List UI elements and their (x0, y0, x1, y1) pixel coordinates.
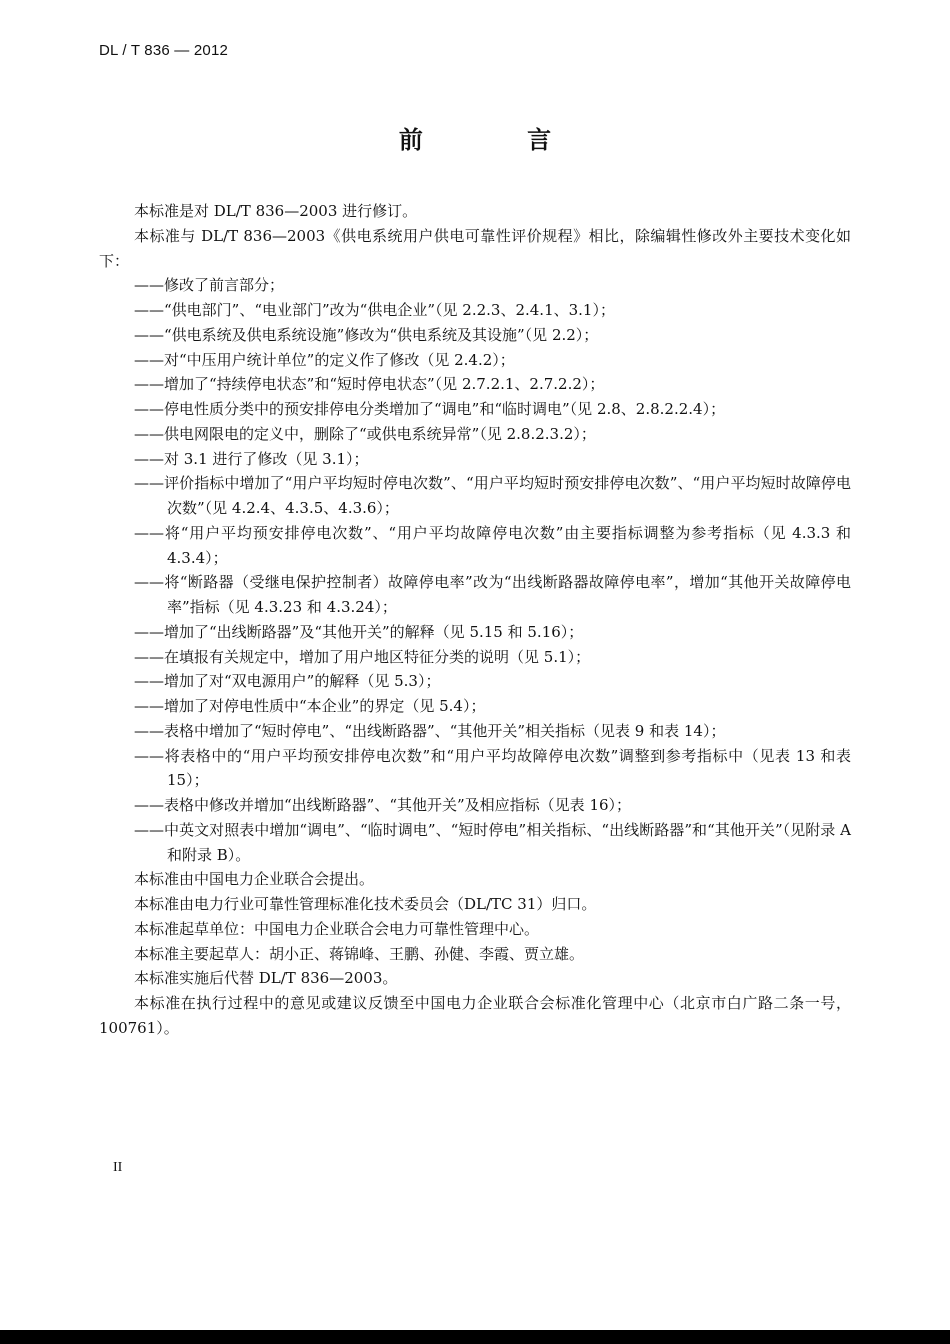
closing-paragraph: 本标准由中国电力企业联合会提出。 (134, 870, 375, 889)
change-item: ——“供电部门”、“电业部门”改为“供电企业”（见 2.2.3、2.4.1、3.1）； (134, 301, 615, 319)
closing-paragraph: 本标准由电力行业可靠性管理标准化技术委员会（DL/TC 31）归口。 (134, 895, 597, 913)
change-item: ——增加了对“双电源用户”的解释（见 5.3）； (134, 672, 441, 691)
change-item: ——将“断路器（受继电保护控制者）故障停电率”改为“出线断路器故障停电率”，增加“其他开关故障停电率”指标（见 4.3.23 和 4.3.24）； (134, 573, 851, 616)
change-item: ——供电网限电的定义中，删除了“或供电系统异常”（见 2.8.2.3.2）； (134, 424, 596, 443)
page-number: II (113, 1160, 123, 1175)
change-item: ——对 3.1 进行了修改（见 3.1）； (134, 449, 369, 468)
intro-paragraph: 本标准与 DL/T 836—2003《供电系统用户供电可靠性评价规程》相比，除编辑性修改外主要技术变化如下： (99, 226, 851, 270)
change-item: ——表格中修改并增加“出线断路器”、“其他开关”及相应指标（见表 16）； (134, 796, 632, 814)
document-code-header: DL / T 836 — 2012 (99, 42, 229, 59)
closing-paragraph: 本标准主要起草人：胡小正、蒋锦峰、王鹏、孙健、李霞、贾立雄。 (134, 944, 585, 963)
preface-body (99, 199, 851, 1041)
closing-paragraph: 本标准实施后代替 DL/T 836—2003。 (134, 969, 398, 988)
page-title: 前 言 (398, 125, 600, 154)
change-item: ——停电性质分类中的预安排停电分类增加了“调电”和“临时调电”（见 2.8、2.8.2.2.4）； (134, 400, 726, 418)
closing-paragraph: 本标准起草单位：中国电力企业联合会电力可靠性管理中心。 (134, 919, 540, 938)
change-item: ——增加了“出线断路器”及“其他开关”的解释（见 5.15 和 5.16）； (134, 622, 584, 641)
change-item: ——将表格中的“用户平均预安排停电次数”和“用户平均故障停电次数”调整到参考指标中（见表 13 和表 15）； (134, 746, 851, 790)
change-item: ——“供电系统及供电系统设施”修改为“供电系统及其设施”（见 2.2）； (134, 325, 599, 344)
closing-paragraph: 本标准在执行过程中的意见或建议反馈至中国电力企业联合会标准化管理中心（北京市白广路二条一号，100761）。 (99, 994, 851, 1037)
change-item: ——修改了前言部分； (134, 276, 285, 295)
change-item: ——在填报有关规定中，增加了用户地区特征分类的说明（见 5.1）； (134, 647, 591, 666)
intro-paragraph: 本标准是对 DL/T 836—2003 进行修订。 (134, 202, 418, 220)
change-item: ——增加了“持续停电状态”和“短时停电状态”（见 2.7.2.1、2.7.2.2）； (134, 375, 605, 394)
change-item: ——对“中压用户统计单位”的定义作了修改（见 2.4.2）； (134, 350, 515, 369)
scan-edge-bar (0, 1330, 950, 1344)
change-item: ——评价指标中增加了“用户平均短时停电次数”、“用户平均短时预安排停电次数”、“用户平均短时故障停电次数”（见 4.2.4、4.3.5、4.3.6）； (134, 474, 851, 517)
change-item: ——表格中增加了“短时停电”、“出线断路器”、“其他开关”相关指标（见表 9 和表 14）； (134, 721, 726, 740)
change-item: ——将“用户平均预安排停电次数”、“用户平均故障停电次数”由主要指标调整为参考指标（见 4.3.3 和 4.3.4）； (134, 523, 851, 567)
change-item: ——增加了对停电性质中“本企业”的界定（见 5.4）； (134, 697, 486, 715)
change-item: ——中英文对照表中增加“调电”、“临时调电”、“短时停电”相关指标、“出线断路器”和“其他开关”（见附录 A 和附录 B）。 (134, 820, 851, 864)
